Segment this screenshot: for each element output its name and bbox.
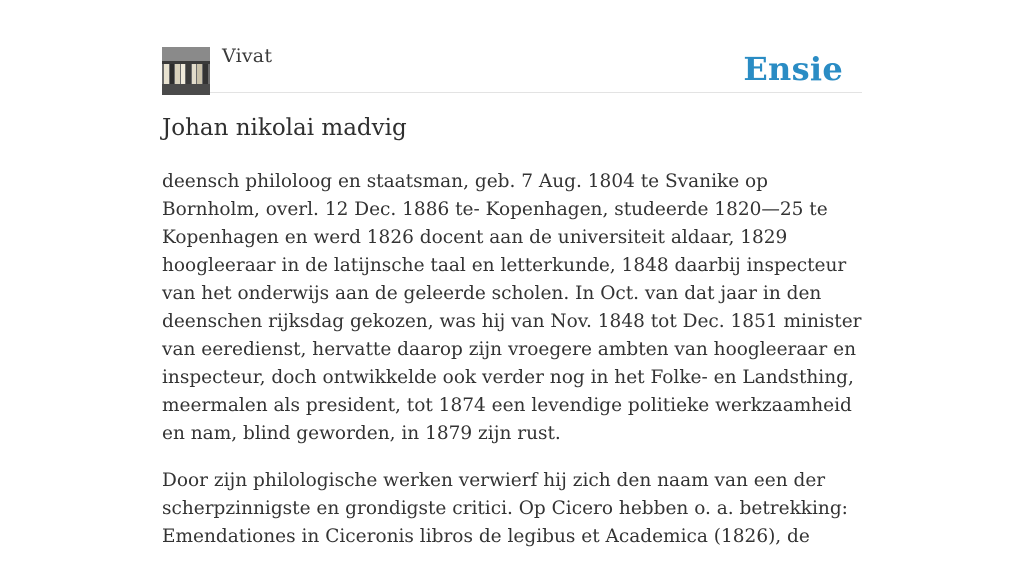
paragraph: Door zijn philologische werken verwierf hij zich den naam van een der scherpzinnigste en grondigste critici. Op Cicero hebben o. a. betrekking: Emendationes in Ciceronis libros de legibus et Academica (1826), de <box>162 470 848 547</box>
source-name[interactable]: Vivat <box>222 45 273 67</box>
books-avatar-icon[interactable] <box>162 47 210 95</box>
article-page <box>162 0 862 547</box>
article-title: Johan nikolai madvig <box>162 115 407 141</box>
article-body <box>162 168 862 570</box>
paragraph: deensch philoloog en staatsman, geb. 7 Aug. 1804 te Svanike op Bornholm, overl. 12 Dec. 1886 te- Kopenhagen, studeerde 1820—25 te Kopenhagen en werd 1826 docent aan de universiteit aldaar, 1829 hoogleeraar in de latijnsche taal en letterkunde, 1848 daarbij inspecteur van het onderwijs aan de geleerde scholen. In Oct. van dat jaar in den deenschen rijksdag gekozen, was hij van Nov. 1848 tot Dec. 1851 minister van eeredienst, hervatte daarop zijn vroegere ambten van hoogleeraar en inspecteur, doch ontwikkelde ook verder nog in het Folke- en Landsthing, meermalen als president, tot 1874 een levendige politieke werkzaamheid en nam, blind geworden, in 1879 zijn rust. <box>162 171 862 444</box>
brand-logo[interactable]: Ensie <box>743 50 843 88</box>
header <box>162 0 862 93</box>
